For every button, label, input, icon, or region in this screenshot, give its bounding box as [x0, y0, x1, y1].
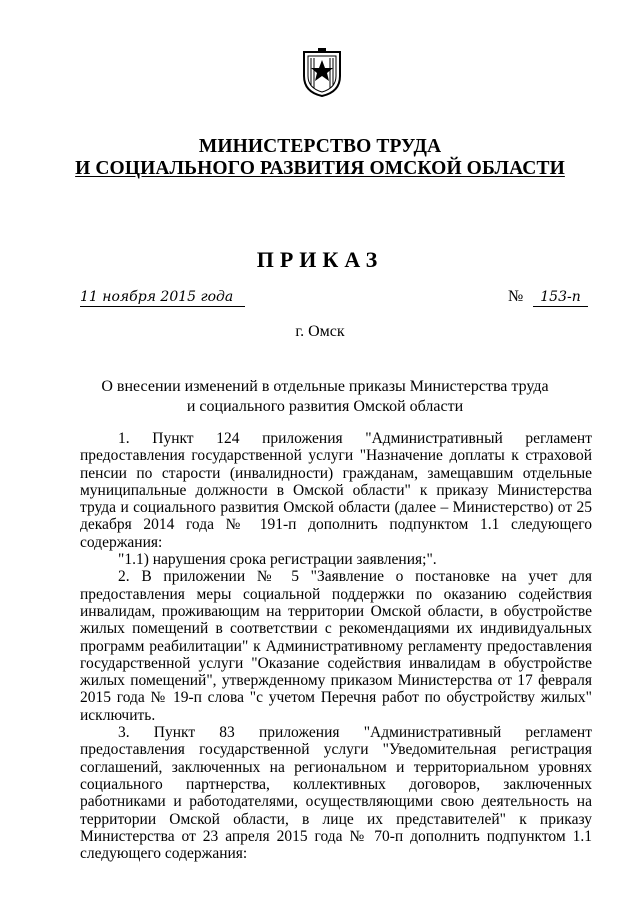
ministry-name-line2-text: И СОЦИАЛЬНОГО РАЗВИТИЯ ОМСКОЙ ОБЛАСТИ — [75, 158, 565, 179]
handwritten-date: 11 ноября 2015 года — [80, 288, 245, 307]
city: г. Омск — [295, 323, 345, 340]
paragraph-1: 1. Пункт 124 приложения "Административный регламент предоставления государственной услуги "Назначение доплаты к страховой пенсии по старости (инвалидности) гражданам, замещавшим отдельные муниципальные должности в Омской области" к приказу Министерства труда и социального развития Омской области (далее – Министерство) от 25 декабря 2014 года № 191-п дополнить подпунктом 1.1 следующего содержания: — [80, 430, 592, 551]
number-label: № — [508, 288, 524, 305]
ministry-name-line1: МИНИСТЕРСТВО ТРУДА — [198, 136, 442, 157]
document-body — [80, 430, 592, 862]
ministry-name-line2 — [0, 158, 640, 180]
document-title: ПРИКАЗ — [256, 247, 384, 272]
subject-line2: и социального развития Омской области — [186, 398, 464, 415]
paragraph-2: 2. В приложении № 5 "Заявление о постановке на учет для предоставления меры социальной поддержки по оказанию содействия инвалидам, проживающим на территории Омской области, в обустройстве жилых помещений в соответствии с рекомендациями их индивидуальных программ реабилитации" к Административному регламенту предоставления государственной услуги "Оказание содействия инвалидам в обустройстве жилых помещений", утвержденному приказом Министерства от 17 февраля 2015 года № 19-п слова "с учетом Перечня работ по обустройству жилых" исключить. — [80, 568, 592, 724]
document-subject — [80, 377, 570, 417]
subject-line1: О внесении изменений в отдельные приказы Министерства труда — [101, 378, 549, 395]
paragraph-1-quote: "1.1) нарушения срока регистрации заявления;". — [118, 551, 437, 569]
omsk-coat-of-arms-icon — [300, 46, 344, 98]
paragraph-3: 3. Пункт 83 приложения "Административный регламент предоставления государственной услуги "Уведомительная регистрация соглашений, заключенных на региональном и территориальном уровнях социального партнерства, коллективных договоров, заключенных работниками и работодателями, осуществляющими свою деятельность на территории Омской области, в лице их представителей" к приказу Министерства от 23 апреля 2015 года № 70-п дополнить подпунктом 1.1 следующего содержания: — [80, 724, 592, 863]
handwritten-number: 153-п — [533, 288, 588, 307]
